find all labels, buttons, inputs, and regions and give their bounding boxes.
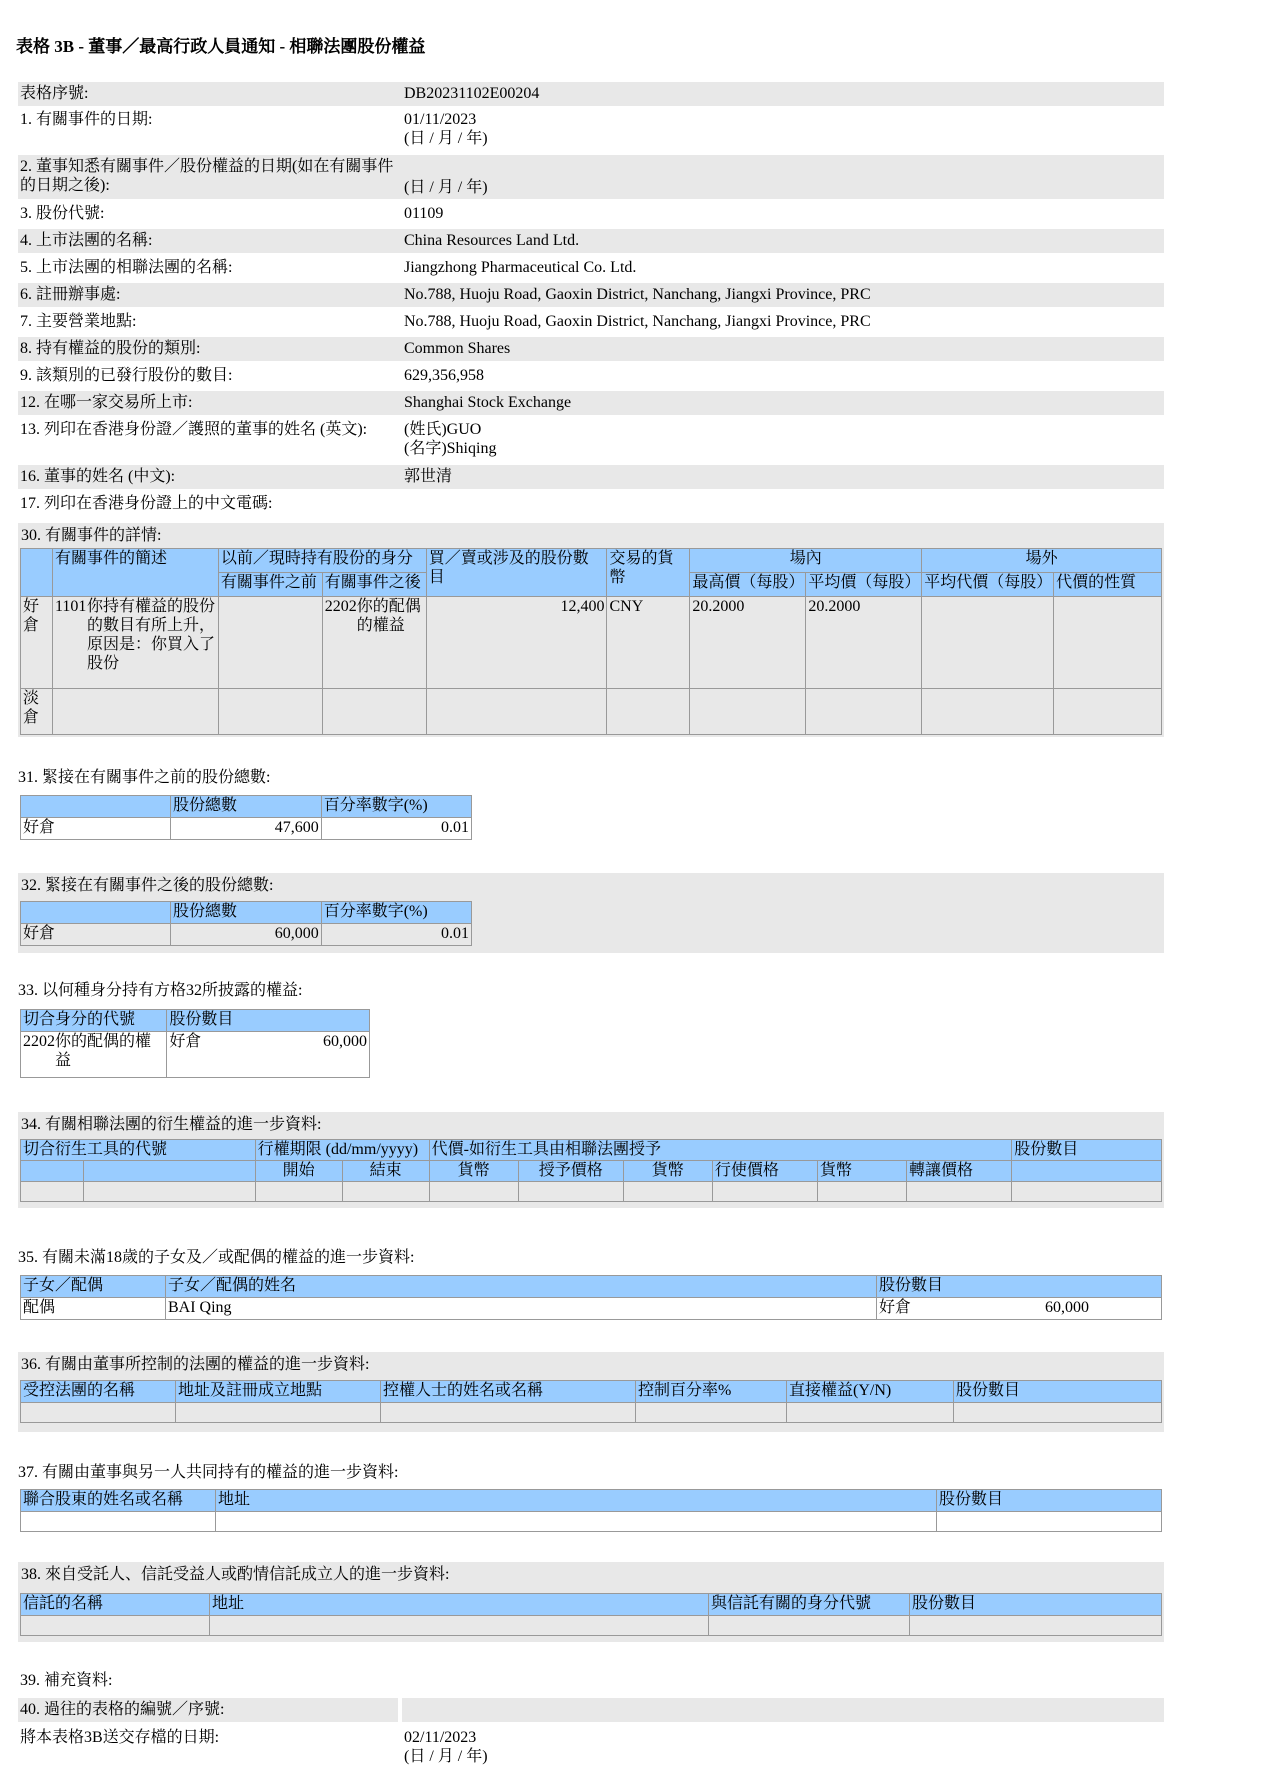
field-row-share-class [18,337,1164,361]
table-row-short [21,689,1162,735]
position-label: 淡倉 [21,689,53,735]
field-row-previous-form [18,1698,1164,1722]
field-label: 7. 主要營業地點: [20,313,137,330]
header-cell: 股份總數 [171,902,322,924]
header-cell: 股份數目 [910,1594,1162,1616]
field-label: 13. 列印在香港身份證／護照的董事的姓名 (英文): [20,421,368,438]
header-cell: 行使價格 [712,1161,817,1182]
position-label: 好倉 [21,924,171,946]
trust-table [20,1593,1162,1636]
section-caption: 38. 來自受託人、信託受益人或酌情信託成立人的進一步資料: [21,1566,450,1583]
field-value: (姓氏)GUO (名字)Shiqing [404,421,497,457]
nature-cell [1054,597,1162,689]
field-row-aware-date [18,155,1164,199]
number-cell: 好倉 60,000 [167,1032,370,1078]
position-label: 好倉 [21,597,53,689]
table-row [21,1616,1162,1636]
capacity-cell: 2202你的配偶的權益 [21,1032,167,1078]
field-row-place-of-business [18,310,1164,334]
header-cell: 控權人士的姓名或名稱 [381,1381,636,1403]
section-31-caption: 31. 緊接在有關事件之前的股份總數: [18,769,271,786]
name-cell: BAI Qing [166,1298,877,1320]
header-cell: 代價-如衍生工具由相聯法團授予 [429,1140,1012,1161]
currency-cell: CNY [607,597,690,689]
field-value: 629,356,958 [404,367,484,384]
section-39-caption: 39. 補充資料: [20,1672,113,1689]
field-value: Shanghai Stock Exchange [404,394,572,411]
field-value: 02/11/2023 (日 / 月 / 年) [404,1729,488,1765]
field-row-listed-corp [18,229,1164,253]
total-cell: 60,000 [171,924,322,946]
field-label: 8. 持有權益的股份的類別: [20,340,201,357]
field-label: 1. 有關事件的日期: [20,111,153,128]
table-row [21,1512,1162,1532]
table-row [21,1032,370,1078]
field-label: 5. 上市法團的相聯法團的名稱: [20,259,233,276]
field-value: (日 / 月 / 年) [404,179,488,196]
header-cell: 股份數目 [937,1490,1162,1512]
field-row-event-date [18,108,1164,152]
section-caption: 34. 有關相聯法團的衍生權益的進一步資料: [21,1116,322,1133]
joint-holders-table [20,1489,1162,1532]
table-row [21,1182,1162,1202]
header-cell: 控制百分率% [636,1381,787,1403]
field-value: Jiangzhong Pharmaceutical Co. Ltd. [404,259,637,276]
header-cell: 買／賣或涉及的股份數目 [426,549,607,597]
derivatives-table [20,1139,1162,1202]
field-label: 表格序號: [20,85,89,102]
header-cell: 百分率數字(%) [321,902,471,924]
avg-price-cell: 20.2000 [806,597,922,689]
header-cell: 與信託有關的身分代號 [709,1594,910,1616]
field-value: 01109 [404,205,444,222]
field-row-registered-office [18,283,1164,307]
header-cell: 切合衍生工具的代號 [21,1140,256,1161]
section-35-caption: 35. 有關未滿18歲的子女及／或配偶的權益的進一步資料: [18,1249,415,1266]
header-cell: 場內 [690,549,922,573]
capacity-after-cell: 2202你的配偶的權益 [322,597,426,689]
table-row [21,1298,1162,1320]
pct-cell: 0.01 [321,818,471,840]
header-cell: 股份數目 [1012,1140,1162,1161]
header-cell: 有關事件的簡述 [52,549,218,597]
field-label: 4. 上市法團的名稱: [20,232,153,249]
field-label: 將本表格3B送交存檔的日期: [20,1729,220,1746]
header-cell: 股份數目 [954,1381,1162,1403]
header-cell: 貨幣 [818,1161,907,1182]
high-price-cell: 20.2000 [690,597,806,689]
field-label: 16. 董事的姓名 (中文): [20,468,176,485]
section-caption: 36. 有關由董事所控制的法團的權益的進一步資料: [21,1356,370,1373]
header-cell: 地址 [216,1490,937,1512]
field-value: No.788, Huoju Road, Gaoxin District, Nanchang, Jiangxi Province, PRC [404,313,871,330]
header-cell [21,549,53,597]
header-cell: 代價的性質 [1054,573,1162,597]
field-label: 6. 註冊辦事處: [20,286,121,303]
field-label: 2. 董事知悉有關事件／股份權益的日期(如在有關事件的日期之後): [20,158,394,194]
header-cell: 有關事件之後 [322,573,426,597]
header-cell: 開始 [255,1161,342,1182]
event-desc-cell: 1101你持有權益的股份的數目有所上升，原因是：你買入了股份 [52,597,218,689]
header-cell: 受控法團的名稱 [21,1381,176,1403]
field-label: 40. 過往的表格的編號／序號: [20,1701,225,1718]
field-value: 01/11/2023 (日 / 月 / 年) [404,111,488,147]
header-cell: 授予價格 [518,1161,623,1182]
shares-cell: 12,400 [426,597,607,689]
section-33-caption: 33. 以何種身分持有方格32所披露的權益: [18,982,303,999]
header-cell: 地址及註冊成立地點 [176,1381,381,1403]
table-row [21,818,472,840]
header-cell: 聯合股東的姓名或名稱 [21,1490,216,1512]
minors-spouse-table [20,1275,1162,1320]
header-cell: 以前／現時持有股份的身分 [218,549,426,573]
header-cell: 最高價（每股） [690,573,806,597]
field-row-stock-code [18,202,1164,226]
capacity-before-cell [218,597,322,689]
event-details-table [20,548,1162,735]
position-label: 好倉 [21,818,171,840]
field-row-assoc-corp [18,256,1164,280]
field-value: China Resources Land Ltd. [404,232,580,249]
header-cell: 子女／配偶 [21,1276,166,1298]
header-cell: 結束 [342,1161,429,1182]
table-row [21,1403,1162,1423]
off-avg-cell [922,597,1054,689]
number-cell: 好倉 60,000 [877,1298,1162,1320]
header-cell: 股份總數 [171,796,322,818]
header-cell: 有關事件之前 [218,573,322,597]
header-cell: 股份數目 [167,1010,370,1032]
field-label: 9. 該類別的已發行股份的數目: [20,367,233,384]
capacity-table [20,1009,370,1078]
field-value: Common Shares [404,340,511,357]
header-cell: 場外 [922,549,1162,573]
section-caption: 32. 緊接在有關事件之後的股份總數: [21,877,274,894]
field-label: 3. 股份代號: [20,205,105,222]
field-row-english-name [18,418,1164,462]
field-row-issued-shares [18,364,1164,388]
relationship-cell: 配偶 [21,1298,166,1320]
field-value: DB20231102E00204 [404,85,540,102]
header-cell: 股份數目 [877,1276,1162,1298]
header-cell: 切合身分的代號 [21,1010,167,1032]
header-cell: 百分率數字(%) [321,796,471,818]
header-cell: 行權期限 (dd/mm/yyyy) [255,1140,429,1161]
header-cell: 交易的貨幣 [607,549,690,597]
header-cell: 貨幣 [429,1161,518,1182]
field-row-submission-date [18,1726,1164,1766]
field-row-serial [18,82,1164,106]
table-row-long [21,597,1162,689]
form-title: 表格 3B - 董事／最高行政人員通知 - 相聯法團股份權益 [16,37,426,56]
header-cell: 轉讓價格 [907,1161,1012,1182]
header-cell: 直接權益(Y/N) [787,1381,954,1403]
pct-cell: 0.01 [321,924,471,946]
header-cell: 地址 [210,1594,709,1616]
field-label: 12. 在哪一家交易所上市: [20,394,193,411]
header-cell: 平均價（每股） [806,573,922,597]
section-caption: 30. 有關事件的詳情: [21,527,162,544]
section-37-caption: 37. 有關由董事與另一人共同持有的權益的進一步資料: [18,1464,399,1481]
table-row [21,924,472,946]
total-cell: 47,600 [171,818,322,840]
field-row-chinese-name [18,465,1164,489]
header-cell: 子女／配偶的姓名 [166,1276,877,1298]
header-cell: 貨幣 [623,1161,712,1182]
header-cell: 信託的名稱 [21,1594,210,1616]
header-cell: 平均代價（每股） [922,573,1054,597]
field-label: 17. 列印在香港身份證上的中文電碼: [20,495,273,512]
field-value: No.788, Huoju Road, Gaoxin District, Nanchang, Jiangxi Province, PRC [404,286,871,303]
controlled-corp-table [20,1380,1162,1423]
field-row-exchange [18,391,1164,415]
header-cell [21,796,171,818]
header-cell [21,902,171,924]
shares-before-table [20,795,472,840]
field-value: 郭世清 [404,468,453,485]
field-row-chinese-code [18,492,1164,516]
shares-after-table [20,901,472,946]
